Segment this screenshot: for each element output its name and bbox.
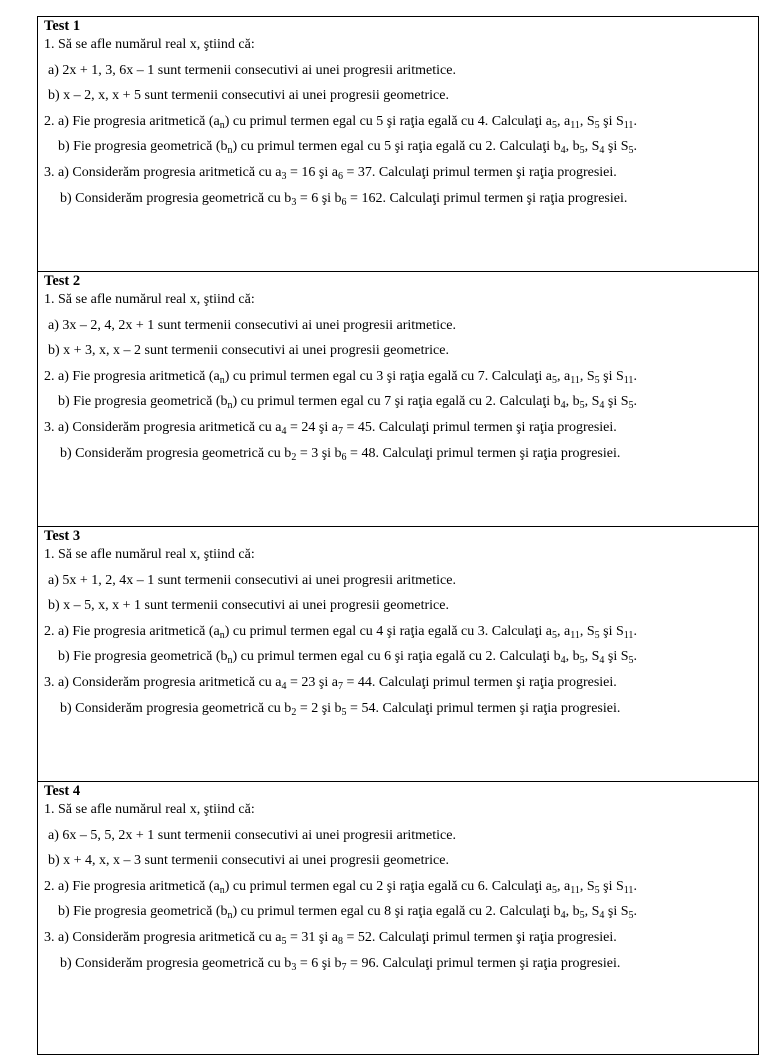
- problem-2a: 2. a) Fie progresia aritmetică $(a_n)$ cu primul termen egal cu 2 şi raţia egală cu 6. Calculaţi $a_5$, $a_{11}$, $S_5$ şi $S_{11}$.: [44, 878, 637, 896]
- problem-1b: b) x + 3, x, x – 2 sunt termenii consecutivi ai unei progresii geometrice.: [48, 343, 449, 359]
- problem-3a: 3. a) Considerăm progresia aritmetică cu $a_4 = 23$ şi $a_7 = 44$. Calculaţi primul termen şi raţia progresiei.: [44, 674, 617, 692]
- problem-3b: b) Considerăm progresia geometrică cu $b_2 = 3$ şi $b_6 = 48$. Calculaţi primul termen şi raţia progresiei.: [60, 445, 621, 463]
- problem-1b: b) x + 4, x, x – 3 sunt termenii consecutivi ai unei progresii geometrice.: [48, 853, 449, 869]
- problem-2a: 2. a) Fie progresia aritmetică $(a_n)$ cu primul termen egal cu 5 şi raţia egală cu 4. Calculaţi $a_5$, $a_{11}$, $S_5$ şi $S_{11}$.: [44, 113, 637, 131]
- problem-2a: 2. a) Fie progresia aritmetică $(a_n)$ cu primul termen egal cu 4 şi raţia egală cu 3. Calculaţi $a_5$, $a_{11}$, $S_5$ şi $S_{11}$.: [44, 623, 637, 641]
- problem-2b: b) Fie progresia geometrică $(b_n)$ cu primul termen egal cu 7 şi raţia egală cu 2. Calculaţi $b_4$, $b_5$, $S_4$ şi $S_5$.: [58, 394, 638, 412]
- problem-2b: b) Fie progresia geometrică $(b_n)$ cu primul termen egal cu 8 şi raţia egală cu 2. Calculaţi $b_4$, $b_5$, $S_4$ şi $S_5$.: [58, 904, 638, 922]
- problem-3b: b) Considerăm progresia geometrică cu $b_2 = 2$ şi $b_5 = 54$. Calculaţi primul termen şi raţia progresiei.: [60, 700, 621, 718]
- test-title: Test 2: [44, 273, 81, 289]
- problem-3b: b) Considerăm progresia geometrică cu $b_3 = 6$ şi $b_7 = 96$. Calculaţi primul termen şi raţia progresiei.: [60, 955, 621, 973]
- problem-1-intro: 1. Să se afle numărul real x, ştiind că:: [44, 37, 255, 52]
- problem-3a: 3. a) Considerăm progresia aritmetică cu $a_3 = 16$ şi $a_6 = 37$. Calculaţi primul termen şi raţia progresiei.: [44, 164, 617, 182]
- problem-1-intro: 1. Să se afle numărul real x, ştiind că:: [44, 292, 255, 307]
- problem-3b: b) Considerăm progresia geometrică cu $b_3 = 6$ şi $b_6 = 162$. Calculaţi primul termen şi raţia progresiei.: [60, 190, 628, 208]
- problem-1b: b) x – 2, x, x + 5 sunt termenii consecutivi ai unei progresii geometrice.: [48, 88, 449, 104]
- test-3-box: [37, 526, 759, 782]
- problem-1b: b) x – 5, x, x + 1 sunt termenii consecutivi ai unei progresii geometrice.: [48, 598, 449, 614]
- test-title: Test 1: [44, 18, 81, 34]
- problem-2a: 2. a) Fie progresia aritmetică $(a_n)$ cu primul termen egal cu 3 şi raţia egală cu 7. Calculaţi $a_5$, $a_{11}$, $S_5$ şi $S_{11}$.: [44, 368, 637, 386]
- test-4-box: [37, 781, 759, 1055]
- problem-2b: b) Fie progresia geometrică $(b_n)$ cu primul termen egal cu 6 şi raţia egală cu 2. Calculaţi $b_4$, $b_5$, $S_4$ şi $S_5$.: [58, 649, 638, 667]
- problem-1a: a) 2x + 1, 3, 6x – 1 sunt termenii consecutivi ai unei progresii aritmetice.: [48, 62, 456, 78]
- problem-1a: a) 6x – 5, 5, 2x + 1 sunt termenii consecutivi ai unei progresii aritmetice.: [48, 827, 456, 843]
- problem-1a: a) 5x + 1, 2, 4x – 1 sunt termenii consecutivi ai unei progresii aritmetice.: [48, 572, 456, 588]
- problem-1-intro: 1. Să se afle numărul real x, ştiind că:: [44, 547, 255, 562]
- problem-1-intro: 1. Să se afle numărul real x, ştiind că:: [44, 802, 255, 817]
- problem-2b: b) Fie progresia geometrică $(b_n)$ cu primul termen egal cu 5 şi raţia egală cu 2. Calculaţi $b_4$, $b_5$, $S_4$ şi $S_5$.: [58, 139, 638, 157]
- test-2-box: [37, 271, 759, 527]
- problem-3a: 3. a) Considerăm progresia aritmetică cu $a_4 = 24$ şi $a_7 = 45$. Calculaţi primul termen şi raţia progresiei.: [44, 419, 617, 437]
- test-sheet: [37, 16, 759, 1055]
- problem-3a: 3. a) Considerăm progresia aritmetică cu $a_5 = 31$ şi $a_8 = 52$. Calculaţi primul termen şi raţia progresiei.: [44, 929, 617, 947]
- problem-1a: a) 3x – 2, 4, 2x + 1 sunt termenii consecutivi ai unei progresii aritmetice.: [48, 317, 456, 333]
- test-title: Test 4: [44, 783, 81, 799]
- test-1-box: [37, 16, 759, 272]
- test-title: Test 3: [44, 528, 81, 544]
